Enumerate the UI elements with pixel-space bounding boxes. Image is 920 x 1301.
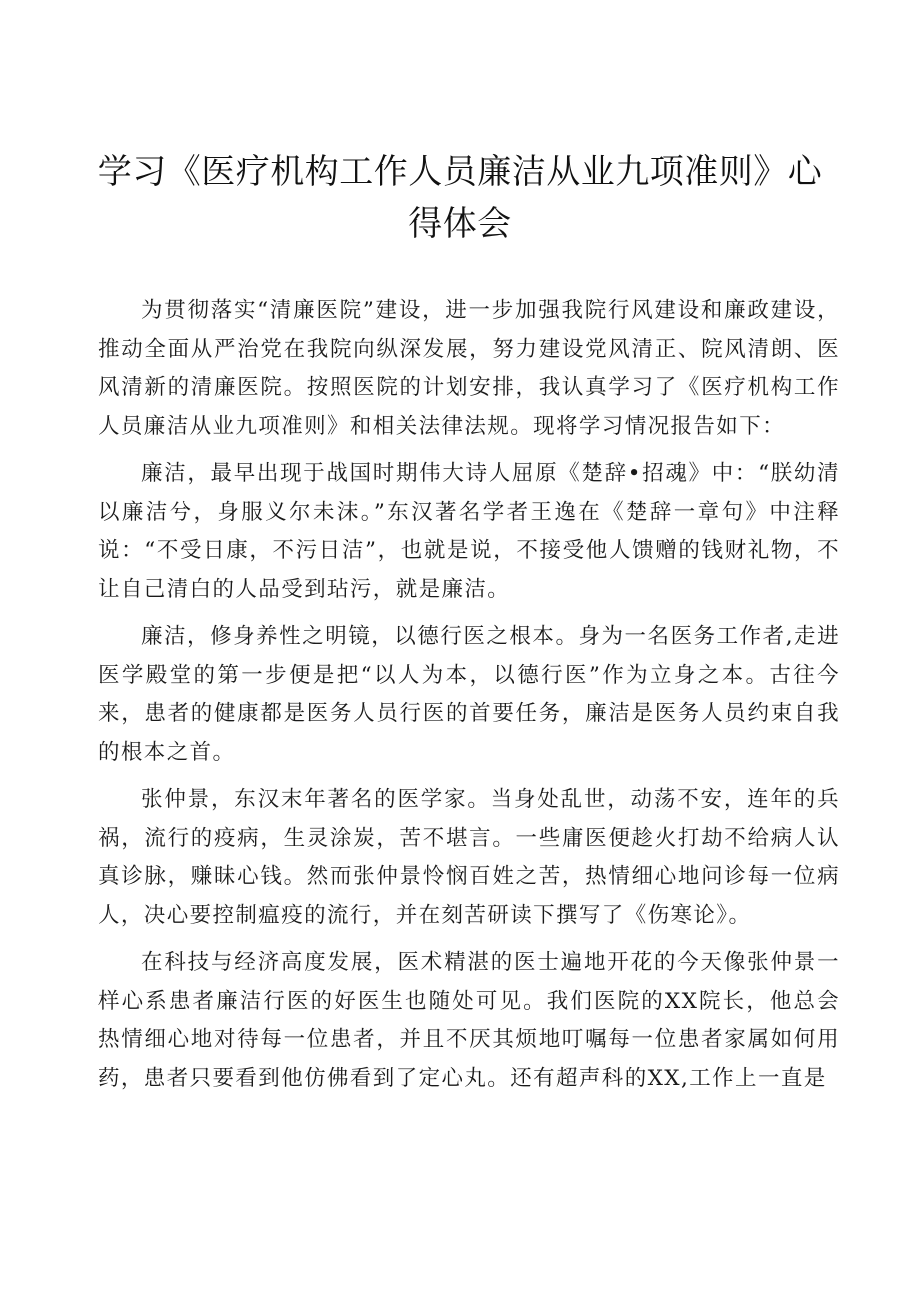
paragraph-integrity-foundation: 廉洁，修身养性之明镜，以德行医之根本。身为一名医务工作者,走进医学殿堂的第一步便是把“以人为本，以德行医”作为立身之本。古往今来，患者的健康都是医务人员行医的首要任务，廉洁是医务人员约束自我的根本之首。 [98, 624, 840, 765]
paragraph-intro: 为贯彻落实“清廉医院”建设，进一步加强我院行风建设和廉政建设，推动全面从严治党在我院向纵深发展，努力建设党风清正、院风清朗、医风清新的清廉医院。按照医院的计划安排，我认真学习了《医疗机构工作人员廉洁从业九项准则》和相关法律法规。现将学习情况报告如下： [98, 298, 840, 439]
paragraph-origin-of-integrity: 廉洁，最早出现于战国时期伟大诗人屈原《楚辞•招魂》中：“朕幼清以廉洁兮，身服义尔未沫。”东汉著名学者王逸在《楚辞一章句》中注释说：“不受日康，不污日洁”，也就是说，不接受他人馈赠的钱财礼物，不让自己清白的人品受到玷污，就是廉洁。 [98, 461, 840, 602]
document-title: 学习《医疗机构工作人员廉洁从业九项准则》心得体会 [97, 152, 823, 244]
paragraph-zhang-zhongjing: 张仲景，东汉末年著名的医学家。当身处乱世，动荡不安，连年的兵祸，流行的疫病，生灵涂炭，苦不堪言。一些庸医便趁火打劫不给病人认真诊脉，赚昧心钱。然而张仲景怜悯百姓之苦，热情细心地问诊每一位病人，决心要控制瘟疫的流行，并在刻苦研读下撰写了《伤寒论》。 [98, 787, 840, 928]
paragraph-modern-examples: 在科技与经济高度发展，医术精湛的医士遍地开花的今天像张仲景一样心系患者廉洁行医的好医生也随处可见。我们医院的XX院长，他总会热情细心地对待每一位患者，并且不厌其烦地叮嘱每一位患者家属如何用药，患者只要看到他仿佛看到了定心丸。还有超声科的XX,工作上一直是 [98, 950, 840, 1091]
document-body [98, 292, 840, 1107]
